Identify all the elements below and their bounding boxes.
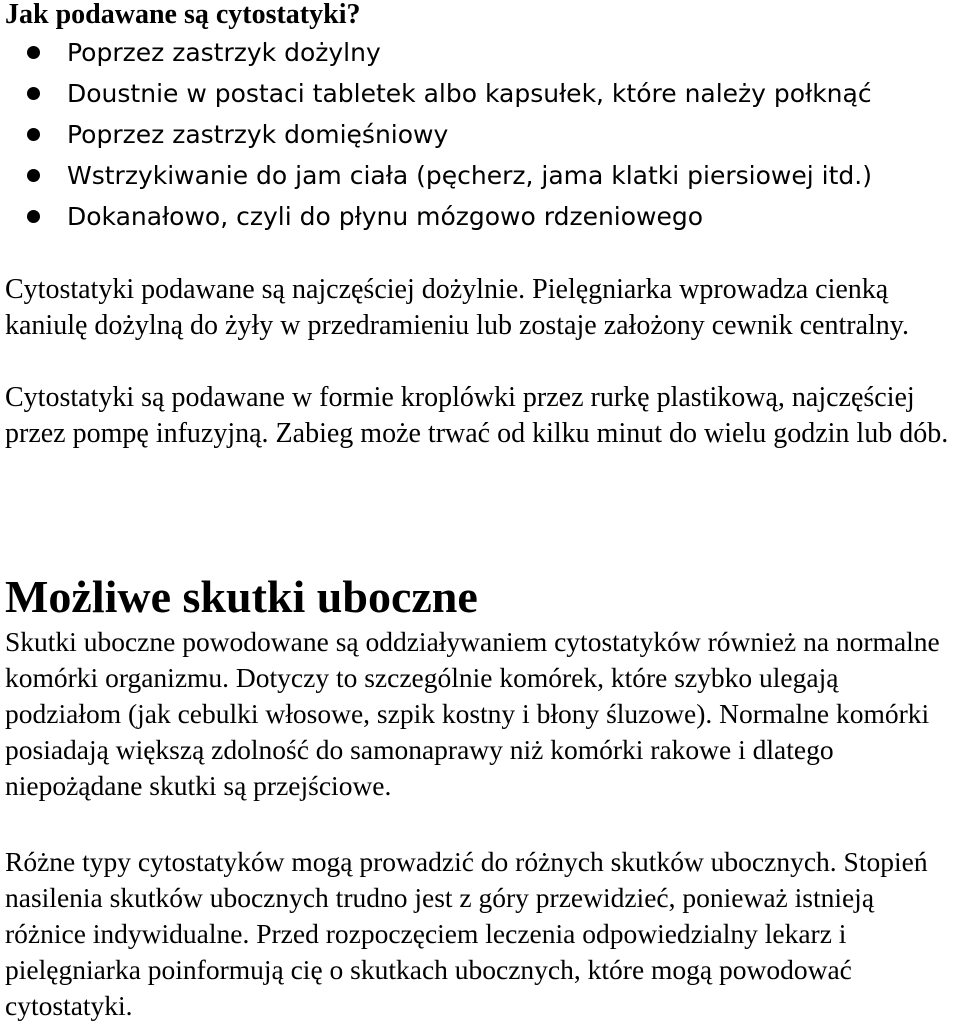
intro-paragraph-2: Cytostatyki są podawane w formie kroplówki przez rurkę plastikową, najczęściej przez pompę infuzyjną. Zabieg może trwać od kilku minut do wielu godzin lub dób. [5, 382, 949, 449]
list-item-text: Poprzez zastrzyk dożylny [67, 38, 381, 67]
list-item [0, 196, 872, 237]
list-item-text: Dokanałowo, czyli do płynu mózgowo rdzeniowego [67, 202, 704, 231]
bullet-icon [27, 87, 40, 100]
side-effects-paragraph-1: Skutki uboczne powodowane są oddziaływaniem cytostatyków również na normalne komórki organizmu. Dotyczy to szczególnie komórek, które szybko ulegają podziałom (jak cebulki włosowe, szpik kostny i błony śluzowe). Normalne komórki posiadają większą zdolność do samonaprawy niż komórki rakowe i dlatego niepożądane skutki są przejściowe. [5, 626, 940, 801]
side-effects-paragraph-2: Różne typy cytostatyków mogą prowadzić do różnych skutków ubocznych. Stopień nasilenia skutków ubocznych trudno jest z góry przewidzieć, ponieważ istnieją różnice indywidualne. Przed rozpoczęciem leczenia odpowiedzialny lekarz i pielęgniarka poinformują cię o skutkach ubocznych, które mogą powodować cytostatyki. [5, 846, 928, 1021]
bullet-icon [27, 128, 40, 141]
question-heading: Jak podawane są cytostatyki? [5, 0, 361, 30]
list-item [0, 114, 872, 155]
list-item [0, 73, 872, 114]
section-title: Możliwe skutki uboczne [5, 571, 478, 622]
list-item-text: Doustnie w postaci tabletek albo kapsułek, które należy połknąć [67, 79, 872, 108]
list-item-text: Wstrzykiwanie do jam ciała (pęcherz, jama klatki piersiowej itd.) [67, 161, 872, 190]
bullet-icon [27, 210, 40, 223]
list-item-text: Poprzez zastrzyk domięśniowy [67, 120, 449, 149]
bullet-icon [27, 46, 40, 59]
bullet-icon [27, 169, 40, 182]
intro-paragraph-1: Cytostatyki podawane są najczęściej dożylnie. Pielęgniarka wprowadza cienką kaniulę dożylną do żyły w przedramieniu lub zostaje założony cewnik centralny. [5, 274, 909, 341]
list-item [0, 155, 872, 196]
administration-methods-list [0, 32, 872, 237]
list-item [0, 32, 872, 73]
